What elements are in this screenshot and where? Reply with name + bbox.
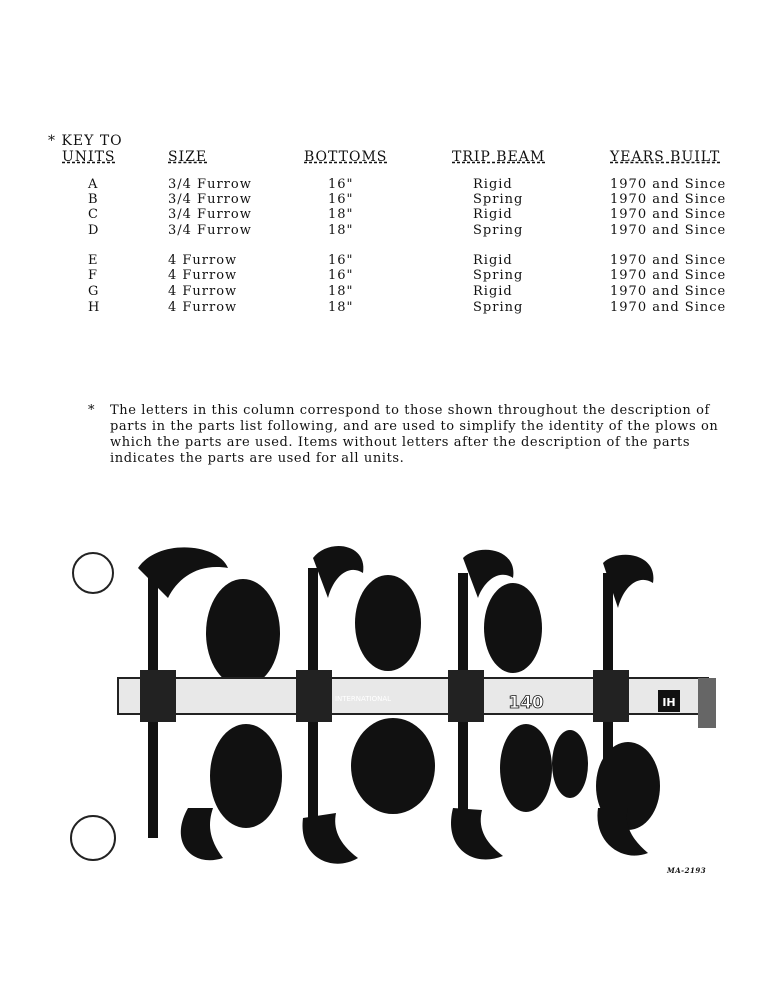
- table-row: [0, 268, 772, 284]
- moldboard: [181, 808, 223, 860]
- table-row: [0, 192, 772, 208]
- coulter-disc: [500, 724, 552, 812]
- unit-cell: H: [88, 300, 101, 315]
- trip-beam-cell: Spring: [473, 268, 524, 283]
- key-line1: KEY TO: [61, 133, 123, 149]
- years-built-cell: 1970 and Since: [610, 300, 727, 315]
- years-built-cell: 1970 and Since: [610, 207, 727, 222]
- size-cell: 4 Furrow: [168, 300, 238, 315]
- beam-model-label: 140: [508, 693, 544, 713]
- beam-clamp: [296, 670, 332, 722]
- plow-photo: [58, 538, 728, 878]
- years-built-cell: 1970 and Since: [610, 253, 727, 268]
- trip-beam-cell: Spring: [473, 223, 524, 238]
- coulter-disc: [206, 579, 280, 687]
- unit-cell: C: [88, 207, 99, 222]
- years-built-cell: 1970 and Since: [610, 192, 727, 207]
- footnote: [88, 403, 728, 467]
- unit-cell: D: [88, 223, 100, 238]
- coulter-disc: [552, 730, 588, 798]
- bottoms-cell: 18": [328, 223, 354, 238]
- trip-beam-cell: Spring: [473, 192, 524, 207]
- size-cell: 3/4 Furrow: [168, 207, 252, 222]
- table-row: [0, 253, 772, 269]
- unit-cell: E: [88, 253, 99, 268]
- col-size-header: SIZE: [168, 149, 208, 165]
- trip-beam-cell: Rigid: [473, 177, 513, 192]
- ih-badge-text: IH: [662, 696, 676, 709]
- trip-beam-cell: Rigid: [473, 253, 513, 268]
- key-to-units-header: [48, 133, 123, 165]
- years-built-cell: 1970 and Since: [610, 177, 727, 192]
- bottoms-cell: 18": [328, 284, 354, 299]
- size-cell: 3/4 Furrow: [168, 192, 252, 207]
- size-cell: 4 Furrow: [168, 268, 238, 283]
- footnote-text: The letters in this column correspond to those shown throughout the description of parts in the parts list following, and are used to simplify the identity of the plows on which the parts are used. Items without letters after the description of the parts indicates the parts are used for all units.: [110, 403, 719, 466]
- trip-beam-cell: Spring: [473, 300, 524, 315]
- bottoms-cell: 18": [328, 207, 354, 222]
- years-built-cell: 1970 and Since: [610, 268, 727, 283]
- key-line2: UNITS: [62, 149, 116, 165]
- unit-cell: B: [88, 192, 99, 207]
- beam-brand-text: INTERNATIONAL: [334, 695, 392, 703]
- size-cell: 4 Furrow: [168, 284, 238, 299]
- coulter-disc: [351, 718, 435, 814]
- table-row: [0, 177, 772, 193]
- unit-cell: F: [88, 268, 99, 283]
- table-row: [0, 223, 772, 239]
- table-row: [0, 300, 772, 316]
- table-row: [0, 207, 772, 223]
- beam-clamp: [448, 670, 484, 722]
- size-cell: 3/4 Furrow: [168, 223, 252, 238]
- bottoms-cell: 16": [328, 268, 354, 283]
- trip-beam-cell: Rigid: [473, 284, 513, 299]
- coulter-disc: [355, 575, 421, 671]
- trip-beam-cell: Rigid: [473, 207, 513, 222]
- col-bottoms-header: BOTTOMS: [304, 149, 388, 165]
- size-cell: 4 Furrow: [168, 253, 238, 268]
- table-row: [0, 284, 772, 300]
- frame-end: [698, 678, 716, 728]
- moldboard: [313, 546, 363, 598]
- col-years-built-header: YEARS BUILT: [610, 149, 721, 165]
- beam-clamp: [140, 670, 176, 722]
- size-cell: 3/4 Furrow: [168, 177, 252, 192]
- bottoms-cell: 16": [328, 192, 354, 207]
- unit-cell: G: [88, 284, 100, 299]
- key-star: *: [48, 133, 56, 149]
- bottoms-cell: 16": [328, 253, 354, 268]
- years-built-cell: 1970 and Since: [610, 223, 727, 238]
- bottoms-cell: 18": [328, 300, 354, 315]
- coulter-disc: [484, 583, 542, 673]
- bottoms-cell: 16": [328, 177, 354, 192]
- unit-cell: A: [88, 177, 99, 192]
- gauge-wheel: [71, 816, 115, 860]
- col-trip-beam-header: TRIP BEAM: [452, 149, 546, 165]
- years-built-cell: 1970 and Since: [610, 284, 727, 299]
- figure-code: MA-2193: [667, 866, 707, 875]
- coulter-disc: [210, 724, 282, 828]
- footnote-star: *: [88, 403, 96, 418]
- gauge-wheel: [73, 553, 113, 593]
- beam-clamp: [593, 670, 629, 722]
